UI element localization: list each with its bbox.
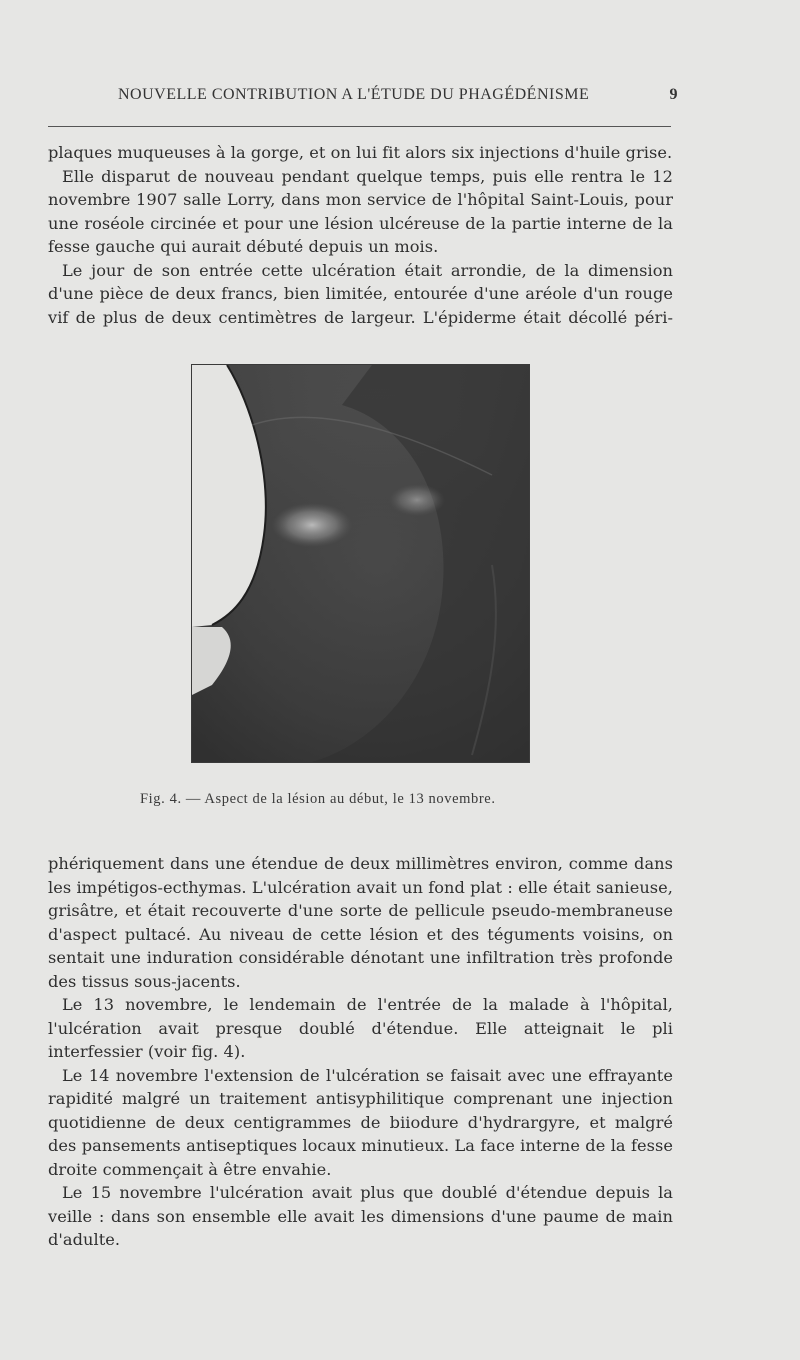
paragraph: plaques muqueuses à la gorge, et on lui fit alors six injections d'huile grise. <box>48 143 673 162</box>
running-title: NOUVELLE CONTRIBUTION A L'ÉTUDE DU PHAGÉDÉNISME <box>118 86 590 103</box>
paragraph: Le 15 novembre l'ulcération avait plus que doublé d'étendue depuis la veille : dans son ensemble elle avait les dimensions d'une paume de main d'adulte. <box>48 1183 673 1249</box>
paragraph: Elle disparut de nouveau pendant quelque temps, puis elle rentra le 12 novembre 1907 salle Lorry, dans mon service de l'hôpital Saint-Louis, pour une roséole circinée et pour une lésion ulcéreuse de la partie interne de la fesse gauche qui aurait débuté depuis un mois. <box>48 166 673 256</box>
header-rule <box>48 126 671 127</box>
photograph-image <box>192 365 529 762</box>
page-number: 9 <box>669 86 678 103</box>
figure-caption: Fig. 4. — Aspect de la lésion au début, le 13 novembre. <box>140 791 496 807</box>
paragraph: phériquement dans une étendue de deux millimètres environ, comme dans les impétigos-ecthymas. L'ulcération avait un fond plat : elle était sanieuse, grisâtre, et était recouverte d'une sorte de pellicule pseudo-membraneuse d'aspect pultacé. Au niveau de cette lésion et des téguments voisins, on sentait une induration considérable dénotant une infiltration très profonde des tissus sous-jacents. <box>48 854 673 991</box>
lesion-photograph <box>191 364 530 763</box>
paragraph: Le 14 novembre l'extension de l'ulcération se faisait avec une effrayante rapidité malgré un traitement antisyphilitique comprenant une injection quotidienne de deux centigrammes de biiodure d'hydrargyre, et malgré des pansements antiseptiques locaux minutieux. La face interne de la fesse droite commençait à être envahie. <box>48 1065 673 1179</box>
paragraph: Le 13 novembre, le lendemain de l'entrée de la malade à l'hôpital, l'ulcération avait presque doublé d'étendue. Elle atteignait le pli interfessier (voir fig. 4). <box>48 995 673 1061</box>
body-text-bottom <box>48 852 673 1252</box>
body-text-top <box>48 141 673 329</box>
paragraph: Le jour de son entrée cette ulcération était arrondie, de la dimension d'une pièce de deux francs, bien limitée, entourée d'une aréole d'un rouge vif de plus de deux centimètres de largeur. L'épiderme était décollé péri- <box>48 260 673 327</box>
running-head <box>48 86 678 112</box>
